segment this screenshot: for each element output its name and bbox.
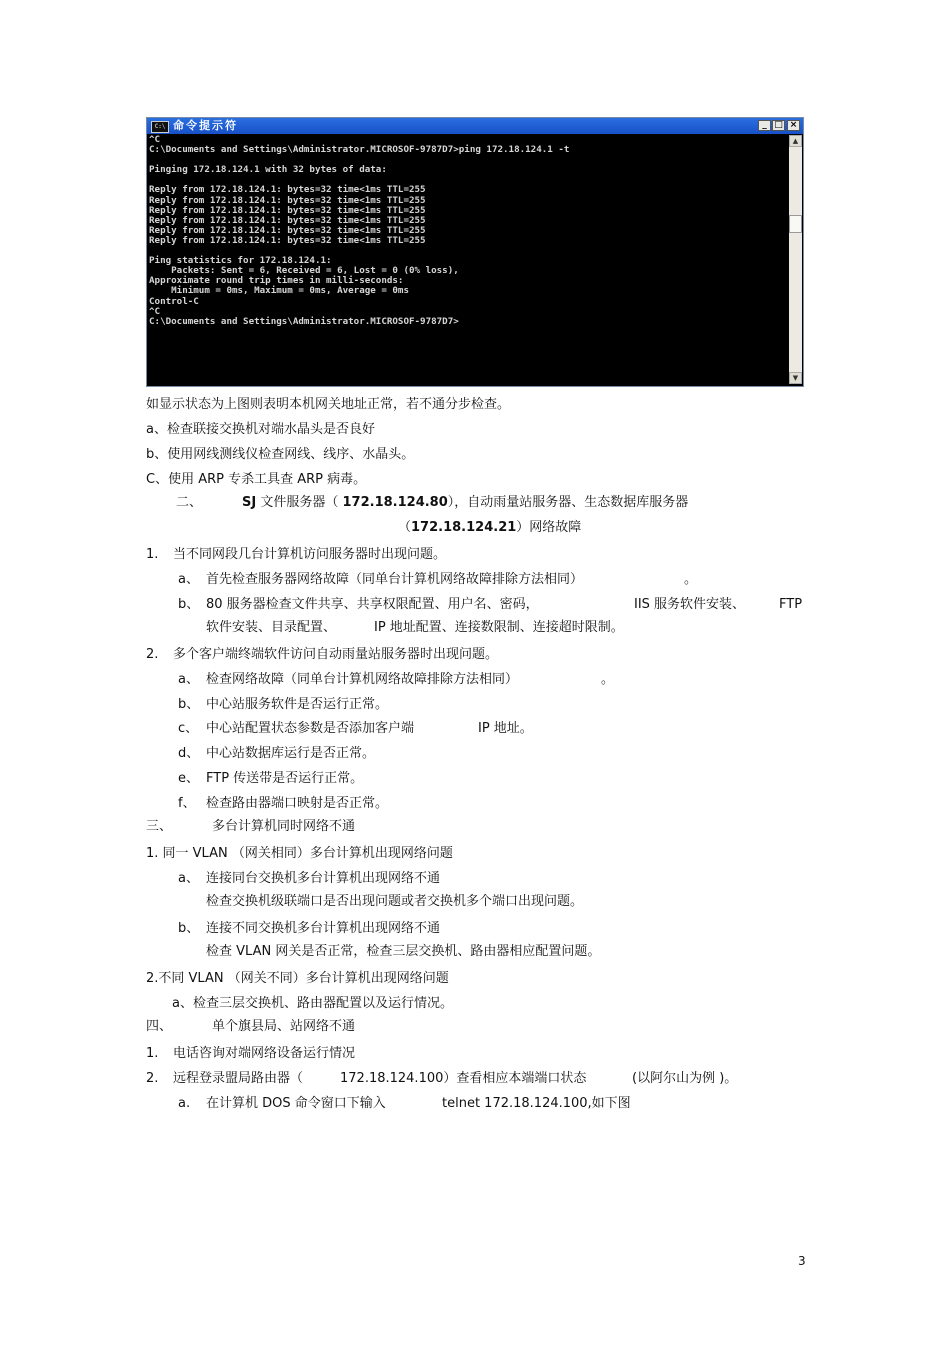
step-1-number: 1.: [146, 1046, 159, 1061]
console-line: Ping statistics for 172.18.124.1:: [149, 255, 332, 267]
sub-item-2: 2.不同 VLAN （网关不同）多台计算机出现网络问题: [146, 971, 449, 986]
sub-item-1b-text: 连接不同交换机多台计算机出现网络不通: [206, 921, 441, 936]
item-2c-label: c、: [178, 721, 199, 736]
item-2c-text: 中心站配置状态参数是否添加客户端: [206, 721, 415, 736]
step-2-number: 2.: [146, 1071, 159, 1086]
sub-item-1: 1. 同一 VLAN （网关相同）多台计算机出现网络问题: [146, 846, 453, 861]
command-prompt-window: [146, 117, 804, 387]
console-line: Reply from 172.18.124.1: bytes=32 time<1ms TTL=255: [149, 184, 426, 196]
item-2b-text: 中心站服务软件是否运行正常。: [206, 697, 389, 712]
scroll-thumb[interactable]: [789, 215, 802, 233]
paragraph-status: 如显示状态为上图则表明本机网关地址正常，若不通分步检查。: [146, 397, 511, 412]
item-1b-text-2: IIS 服务软件安装、: [634, 597, 746, 612]
item-1b-text-3: FTP: [779, 597, 803, 612]
section-3-number: 三、: [146, 819, 173, 834]
item-2a-label: a、: [178, 672, 199, 687]
step-1-text: 电话咨询对端网络设备运行情况: [173, 1046, 356, 1061]
sub-item-2a: a、检查三层交换机、路由器配置以及运行情况。: [172, 996, 453, 1011]
close-button[interactable]: ×: [787, 120, 800, 131]
page-number: 3: [798, 1254, 806, 1268]
console-line: Approximate round trip times in milli-seconds:: [149, 275, 404, 287]
console-line: Pinging 172.18.124.1 with 32 bytes of data:: [149, 164, 387, 176]
item-2e-text: FTP 传送带是否运行正常。: [206, 771, 364, 786]
step-2-ip: 172.18.124.100）查看相应本端端口状态: [340, 1071, 587, 1086]
item-1-text: 当不同网段几台计算机访问服务器时出现问题。: [173, 547, 447, 562]
section-4-number: 四、: [146, 1019, 173, 1034]
item-1a-label: a、: [178, 572, 199, 587]
sub-item-1b-label: b、: [178, 921, 200, 936]
item-2d-text: 中心站数据库运行是否正常。: [206, 746, 376, 761]
section-2-title: SJ 文件服务器（ 172.18.124.80），自动雨量站服务器、生态数据库服务器: [242, 495, 689, 510]
window-title: 命令提示符: [173, 119, 238, 132]
item-2a-text: 检查网络故障（同单台计算机网络故障排除方法相同）: [206, 672, 519, 687]
item-1a-end: 。: [684, 572, 698, 587]
section-4-title: 单个旗县局、站网络不通: [212, 1019, 356, 1034]
item-2e-label: e、: [178, 771, 199, 786]
item-1-number: 1.: [146, 547, 159, 562]
item-2-number: 2.: [146, 647, 159, 662]
item-2d-label: d、: [178, 746, 200, 761]
section-3-title: 多台计算机同时网络不通: [212, 819, 356, 834]
item-1a-text: 首先检查服务器网络故障（同单台计算机网络故障排除方法相同）: [206, 572, 584, 587]
console-line: ^C: [149, 305, 161, 317]
cmd-app-icon: C:\: [151, 121, 169, 133]
item-1b-line2b: IP 地址配置、连接数限制、连接超时限制。: [374, 620, 624, 635]
maximize-button[interactable]: □: [772, 120, 785, 131]
section-2-title-line2: （172.18.124.21）网络故障: [398, 520, 582, 535]
console-output: [149, 135, 789, 384]
console-line: ^C: [149, 135, 161, 145]
console-line: Reply from 172.18.124.1: bytes=32 time<1ms TTL=255: [149, 234, 426, 246]
section-2-number: 二、: [176, 495, 203, 510]
console-line: Packets: Sent = 6, Received = 6, Lost = 0 (0% loss),: [149, 265, 459, 277]
item-2f-text: 检查路由器端口映射是否正常。: [206, 796, 389, 811]
item-1b-label: b、: [178, 597, 200, 612]
check-item-a: a、检查联接交换机对端水晶头是否良好: [146, 422, 375, 437]
sub-item-1a-label: a、: [178, 871, 199, 886]
console-line: C:\Documents and Settings\Administrator.MICROSOF-9787D7>ping 172.18.124.1 -t: [149, 144, 570, 156]
check-item-b: b、使用网线测线仪检查网线、线序、水晶头。: [146, 447, 415, 462]
console-line: Minimum = 0ms, Maximum = 0ms, Average = 0ms: [149, 285, 409, 297]
step-2a-text: 在计算机 DOS 命令窗口下输入: [206, 1096, 386, 1111]
console-line: Control-C: [149, 295, 199, 307]
step-2a-command: telnet 172.18.124.100,如下图: [442, 1096, 631, 1111]
item-2f-label: f、: [178, 796, 196, 811]
scroll-down-arrow-icon[interactable]: ▼: [789, 372, 802, 384]
scroll-up-arrow-icon[interactable]: ▲: [789, 135, 802, 147]
console-line: Reply from 172.18.124.1: bytes=32 time<1ms TTL=255: [149, 224, 426, 236]
window-titlebar: [147, 118, 803, 134]
console-line: Reply from 172.18.124.1: bytes=32 time<1ms TTL=255: [149, 194, 426, 206]
sub-item-1a-text: 连接同台交换机多台计算机出现网络不通: [206, 871, 441, 886]
console-scrollbar[interactable]: [789, 135, 802, 384]
console-line: Reply from 172.18.124.1: bytes=32 time<1ms TTL=255: [149, 204, 426, 216]
step-2-end: (以阿尔山为例 )。: [632, 1071, 738, 1086]
item-2c-text-2: IP 地址。: [478, 721, 533, 736]
sub-item-1b-detail: 检查 VLAN 网关是否正常，检查三层交换机、路由器相应配置问题。: [206, 944, 601, 959]
item-1b-text: 80 服务器检查文件共享、共享权限配置、用户名、密码，: [206, 597, 539, 612]
minimize-button[interactable]: _: [758, 120, 771, 131]
console-line: Reply from 172.18.124.1: bytes=32 time<1ms TTL=255: [149, 214, 426, 226]
item-2a-end: 。: [601, 672, 615, 687]
item-1b-line2: 软件安装、目录配置、: [206, 620, 337, 635]
sub-item-1a-detail: 检查交换机级联端口是否出现问题或者交换机多个端口出现问题。: [206, 894, 584, 909]
step-2-text: 远程登录盟局路由器（: [173, 1071, 304, 1086]
check-item-c: C、使用 ARP 专杀工具查 ARP 病毒。: [146, 472, 367, 487]
console-line: C:\Documents and Settings\Administrator.MICROSOF-9787D7>: [149, 315, 459, 327]
item-2-text: 多个客户端终端软件访问自动雨量站服务器时出现问题。: [173, 647, 499, 662]
step-2a-label: a.: [178, 1096, 191, 1111]
item-2b-label: b、: [178, 697, 200, 712]
